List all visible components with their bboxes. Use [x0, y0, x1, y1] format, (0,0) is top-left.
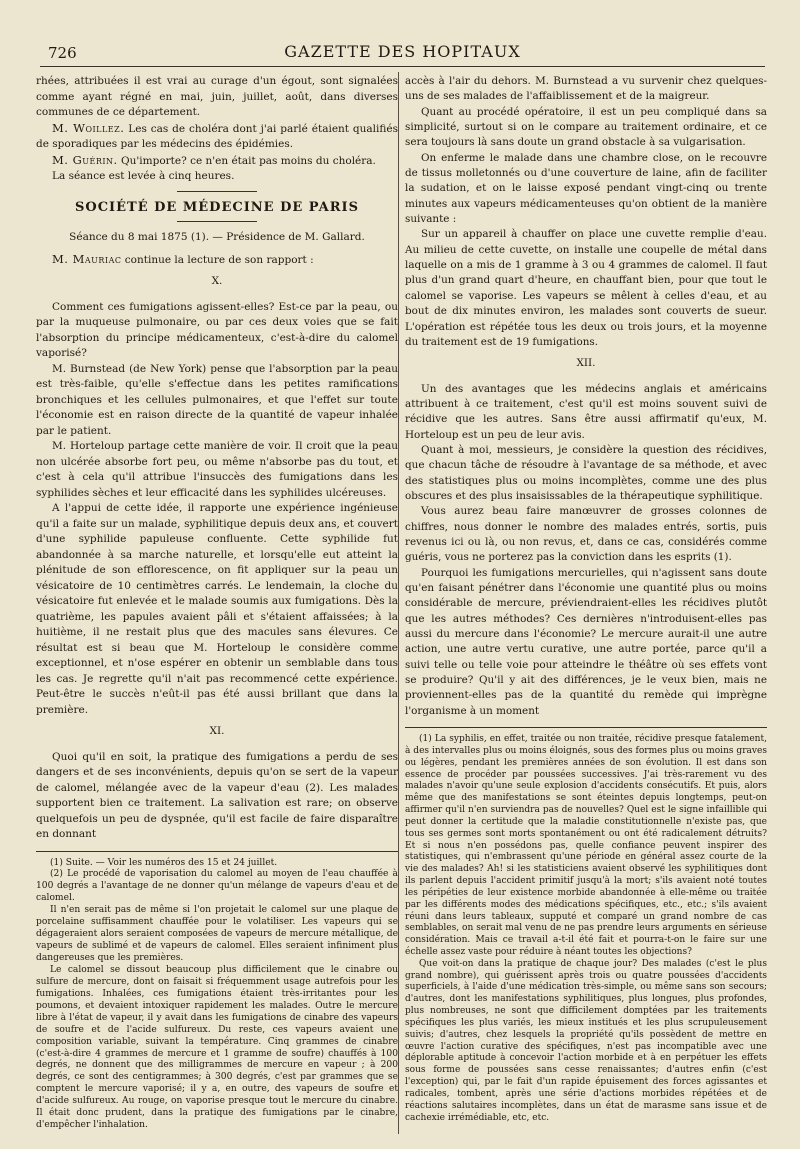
footnotes: [36, 858, 398, 1133]
paragraph: M. Burnstead (de New York) pense que l'absorption par la peau est très-faible, qu'elle s'effectue dans les petites ramifications bronchiques et les cellules pulmonaires, et que l'effet sur toute l'économie est en raison directe de la quantité de vapeur inhalée par le patient.: [36, 362, 398, 437]
paragraph: [36, 153, 398, 170]
paragraph: [36, 121, 398, 153]
paragraph: M. Horteloup partage cette manière de voir. Il croit que la peau non ulcérée absorbe fort peu, ou même n'absorbe pas du tout, et c'est à cela qu'il attribue l'insuccès des fumigations dans les syphilides sèches et leur efficacité dans les syphilides ulcéreuses.: [36, 440, 398, 499]
page-header: [40, 36, 765, 67]
speaker-name: M. Mauriac: [52, 251, 122, 266]
footnote-rule: [405, 727, 767, 728]
speech-text: Les cas de choléra dont j'ai parlé étaient qualifiés de sporadiques par les médecins des épidémies.: [36, 122, 398, 150]
page-number: 726: [48, 44, 77, 62]
section-number: X.: [211, 275, 223, 287]
speech-text: continue la lecture de son rapport :: [121, 253, 314, 266]
column-divider: [398, 72, 399, 1134]
section-number: XI.: [209, 725, 225, 737]
speech-text: Qu'importe? ce n'en était pas moins du choléra.: [117, 154, 376, 167]
paragraph: Pourquoi les fumigations mercurielles, qui n'agissent sans doute qu'en faisant pénétrer dans l'économie une quantité plus ou moins considérable de mercure, préviendraient-elles les récidives plutôt que les autres méthodes? Ces dernières n'introduisent-elles pas aussi du mercure dans l'économie? Le mercure aurait-il une autre action, une autre vertu curative, une autre portée, parce qu'il a suivi telle ou telle voie pour atteindre le théâtre où ses effets vont se produire? Qu'il y ait des différences, je le veux bien, mais ne proviennent-elles pas de la quantité du remède qui imprègne l'organisme à un moment: [405, 566, 767, 717]
paragraph: Un des avantages que les médecins anglais et américains attribuent à ce traitement, c'est qu'il est moins souvent suivi de récidive que les autres. Sans être aussi affirmatif qu'eux, M. Horteloup est un peu de leur avis.: [405, 382, 767, 441]
paragraph: rhées, attribuées il est vrai au curage d'un égout, sont signalées comme ayant régné en mai, juin, juillet, août, dans diverses communes de ce département.: [36, 75, 398, 118]
paragraph: Sur un appareil à chauffer on place une cuvette remplie d'eau. Au milieu de cette cuvette, on installe une coupelle de métal dans laquelle on a mis de 1 gramme à 3 ou 4 grammes de calomel. Il faut plus d'un grand quart d'heure, en chauffant bien, pour que tout le calomel se vaporise. Les vapeurs se mêlent à celles d'eau, et au bout de dix minutes environ, les malades sont couverts de sueur. L'opération est répétée tous les deux ou trois jours, et la moyenne du traitement est de 19 fumigations.: [405, 228, 767, 348]
paragraph: La séance est levée à cinq heures.: [52, 170, 235, 182]
right-column: [405, 74, 767, 1124]
section-rule: [177, 191, 257, 192]
speaker-name: M. Guérin.: [52, 152, 118, 167]
speaker-name: M. Woillez.: [52, 120, 125, 135]
paragraph: Quoi qu'il en soit, la pratique des fumigations a perdu de ses dangers et de ses inconvénients, depuis qu'on se sert de la vapeur de calomel, mélangée avec de la vapeur d'eau (2). Les malades supportent bien ce traitement. La salivation est rare; on observe quelquefois un peu de dyspnée, qu'il est facile de faire disparaître en donnant: [36, 750, 398, 840]
paragraph: A l'appui de cette idée, il rapporte une expérience ingénieuse qu'il a faite sur un malade, syphilitique depuis deux ans, et couvert d'une syphilide papuleuse confluente. Cette syphilide fut abandonnée à sa marche naturelle, et lorsqu'elle eut atteint la plénitude de son efflorescence, on fit appliquer sur la peau un vésicatoire de 10 centimètres carrés. Le lendemain, la cloche du vésicatoire fut enlevée et le malade soumis aux fumigations. Dès la quatrième, les papules avaient pâli et s'étaient affaissées; à la huitième, il ne restait plus que des macules sans élevures. Ce résultat est si beau que M. Horteloup le considère comme exceptionnel, et n'ose espérer en obtenir un semblable dans tous les cas. Je regrette qu'il n'ait pas recommencé cette expérience. Peut-être le succès n'eût-il pas été aussi brillant que dans la première.: [36, 502, 398, 716]
footnotes: [405, 734, 767, 1124]
session-line: Séance du 8 mai 1875 (1). — Présidence de M. Gallard.: [69, 231, 365, 243]
paragraph: On enferme le malade dans une chambre close, on le recouvre de tissus molletonnés ou d'une couverture de laine, afin de faciliter la sudation, et on le laisse exposé pendant vingt-cinq ou trente minutes aux vapeurs médicamenteuses qu'on obtient de la manière suivante :: [405, 151, 767, 226]
footnote-rule: [36, 851, 398, 852]
paragraph: Quant au procédé opératoire, il est un peu compliqué dans sa simplicité, surtout si on le compare au traitement ordinaire, et ce sera toujours là sans doute un grand obstacle à sa vulgarisation.: [405, 105, 767, 149]
footnote: Le calomel se dissout beaucoup plus difficilement que le cinabre ou sulfure de mercure, dont on faisait si fréquemment usage autrefois pour les fumigations. Inhalées, ces fumigations étaient très-irritantes pour les poumons, et devaient intoxiquer rapidement les malades. Outre le mercure libre à l'état de vapeur, il y avait dans les fumigations de cinabre des vapeurs de soufre et de l'acide sulfureux. Du reste, ces vapeurs avaient une composition variable, suivant la température. Cinq grammes de cinabre (c'est-à-dire 4 grammes de mercure et 1 gramme de soufre) chauffés à 100 degrés, ne donnent que des milligrammes de mercure en vapeur ; à 200 degrés, ce sont des centigrammes; à 300 degrés, c'est par grammes que se comptent le mercure vaporisé; il y a, en outre, des vapeurs de soufre et d'acide sulfureux. Au rouge, on vaporise presque tout le mercure du cinabre. Il était donc prudent, dans la pratique des fumigations par le cinabre, d'empêcher l'inhalation.: [36, 964, 398, 1131]
footnote: Il n'en serait pas de même si l'on projetait le calomel sur une plaque de porcelaine suffisamment chauffée pour le volatiliser. Les vapeurs qui se dégageraient alors seraient composées de vapeurs de mercure métallique, de vapeurs de sublimé et de vapeurs de calomel. Elles seraient infiniment plus dangereuses que les premières.: [36, 905, 398, 963]
journal-title: GAZETTE DES HOPITAUX: [284, 42, 521, 61]
footnote: Que voit-on dans la pratique de chaque jour? Des malades (c'est le plus grand nombre), qui guérissent après trois ou quatre poussées d'accidents superficiels, à l'aide d'une médication très-simple, ou même sans son secours; d'autres, dont les manifestations syphilitiques, plus longues, plus profondes, plus nombreuses, ne sont que difficilement domptées par les traitements spécifiques les plus variés, les mieux institués et les plus scrupuleusement suivis; d'autres, chez lesquels la propriété qu'ils possèdent de mettre en œuvre l'action curative des spécifiques, n'est pas incompatible avec une déplorable aptitude à concevoir l'action morbide et à en perpétuer les effets sous forme de poussées sans cesse renaissantes; d'autres enfin (c'est l'exception) qui, par le fait d'un rapide épuisement des forces agissantes et radicales, tombent, après une série d'actions morbides répétées et de réactions salutaires incomplètes, dans un état de marasme sans issue et de cachexie irrémédiable, etc, etc.: [405, 958, 767, 1123]
left-column: [36, 74, 398, 1132]
paragraph: Quant à moi, messieurs, je considère la question des récidives, que chacun tâche de résoudre à l'avantage de sa méthode, et avec des statistiques plus ou moins incomplètes, comme une des plus obscures et des plus insaisissables de la thérapeutique syphilitique.: [405, 443, 767, 502]
section-number: XII.: [576, 357, 596, 370]
paragraph: Comment ces fumigations agissent-elles? Est-ce par la peau, ou par la muqueuse pulmonaire, ou par ces deux voies que se fait l'absorption du principe médicamenteux, c'est-à-dire du calomel vaporisé?: [36, 300, 398, 359]
section-rule: [177, 221, 257, 222]
footnote: (1) La syphilis, en effet, traitée ou non traitée, récidive presque fatalement, à des intervalles plus ou moins éloignés, sous des formes plus ou moins graves ou légères, pendant les premières années de son évolution. Il est dans son essence de procéder par poussées successives. J'ai très-rarement vu des malades n'avoir qu'une seule explosion d'accidents consécutifs. Et puis, alors même que des manifestations se sont éteintes depuis longtemps, peut-on affirmer qu'il n'en surviendra pas de nouvelles? Quel est le signe infaillible qui peut donner la certitude que la maladie constitutionnelle n'existe pas, que tous ses germes sont morts spontanément ou ont été radicalement détruits? Et si nous n'en possédons pas, quelle confiance peuvent inspirer des statistiques, qui n'embrassent qu'une période en général assez courte de la vie des malades? Ah! si les statisticiens avaient observé les syphilitiques dont ils parlent depuis l'accident primitif jusqu'à la mort; s'ils avaient noté toutes les péripéties de leur existence morbide abandonnée à elle-même ou traitée par les différents modes des médications spécifiques, etc., etc.; s'ils avaient réuni dans leurs tableaux, supputé et comparé un grand nombre de cas semblables, on serait mal venu de ne pas prendre leurs arguments en sérieuse considération. Mais ce travail a-t-il été fait et pourra-t-on le faire sur une échelle assez vaste pour réduire à néant toutes les objections?: [405, 734, 767, 957]
paragraph: accès à l'air du dehors. M. Burnstead a vu survenir chez quelques-uns de ses malades de l'affaiblissement et de la maigreur.: [405, 75, 767, 103]
society-heading: SOCIÉTÉ DE MÉDECINE DE PARIS: [75, 199, 359, 215]
paragraph: Vous aurez beau faire manœuvrer de grosses colonnes de chiffres, nous donner le nombre des malades entrés, sortis, puis revenus ici ou là, ou non revus, et, dans ce cas, considérés comme guéris, vous ne porterez pas la conviction dans les esprits (1).: [405, 505, 767, 564]
footnote: (1) Suite. — Voir les numéros des 15 et 24 juillet.: [50, 857, 278, 868]
footnote: (2) Le procédé de vaporisation du calomel au moyen de l'eau chauffée à 100 degrés a l'avantage de ne donner qu'un mélange de vapeurs d'eau et de calomel.: [36, 869, 398, 904]
paragraph: [36, 252, 398, 269]
